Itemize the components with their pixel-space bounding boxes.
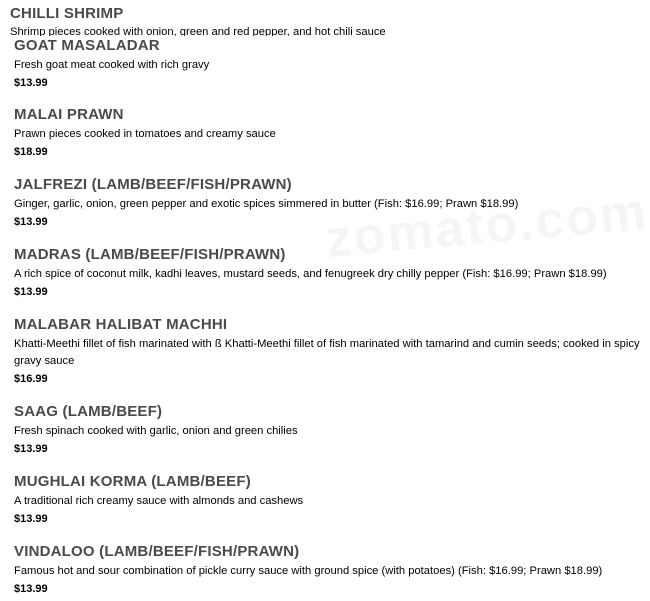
item-price: $13.99 [14,77,48,89]
item-description: Shrimp pieces cooked with onion, green and red pepper, and hot chili sauce [10,26,386,36]
item-description: Prawn pieces cooked in tomatoes and creamy sauce [14,128,276,140]
item-price: $13.99 [14,286,48,298]
item-title: JALFREZI (LAMB/BEEF/FISH/PRAWN) [14,176,292,193]
item-description: Fresh spinach cooked with garlic, onion and green chilies [14,425,298,437]
item-description: Fresh goat meat cooked with rich gravy [14,59,210,71]
menu-item-mughlai-korma [14,473,650,527]
item-price: $18.99 [14,146,48,158]
item-price: $16.99 [14,373,48,385]
item-title: MALABAR HALIBAT MACHHI [14,316,228,333]
menu-item-madras [14,246,650,300]
item-title: MADRAS (LAMB/BEEF/FISH/PRAWN) [14,246,286,263]
item-description: Ginger, garlic, onion, green pepper and exotic spices simmered in butter (Fish: $16.99; Prawn $18.99) [14,198,519,210]
item-title: MUGHLAI KORMA (LAMB/BEEF) [14,473,251,490]
item-title: SAAG (LAMB/BEEF) [14,403,163,420]
item-title: MALAI PRAWN [14,106,124,123]
item-title: CHILLI SHRIMP [10,5,124,22]
menu-item-saag [14,403,650,457]
item-price: $13.99 [14,216,48,228]
menu-item-jalfrezi [14,176,650,230]
menu-item-malabar-halibat-machhi [14,316,650,387]
item-description: Famous hot and sour combination of pickle curry sauce with ground spice (with potatoes) (Fish: $16.99; Prawn $18.99) [14,565,603,577]
item-price: $13.99 [14,513,48,525]
item-title: VINDALOO (LAMB/BEEF/FISH/PRAWN) [14,543,300,560]
menu-item-goat-masaladar [14,37,650,91]
item-description: A rich spice of coconut milk, kadhi leaves, mustard seeds, and fenugreek dry chilly pepper (Fish: $16.99; Prawn $18.99) [14,268,607,280]
item-price: $13.99 [14,583,48,595]
menu-item-chilli-shrimp [10,5,650,36]
menu-item-malai-prawn [14,106,650,160]
menu-item-vindaloo [14,543,650,597]
item-description: Khatti-Meethi fillet of fish marinated with ß Khatti-Meethi fillet of fish marinated with tamarind and cumin seeds; cooked in spicy gravy sauce [14,338,640,367]
item-price: $13.99 [14,443,48,455]
item-title: GOAT MASALADAR [14,37,160,54]
item-description: A traditional rich creamy sauce with almonds and cashews [14,495,304,507]
